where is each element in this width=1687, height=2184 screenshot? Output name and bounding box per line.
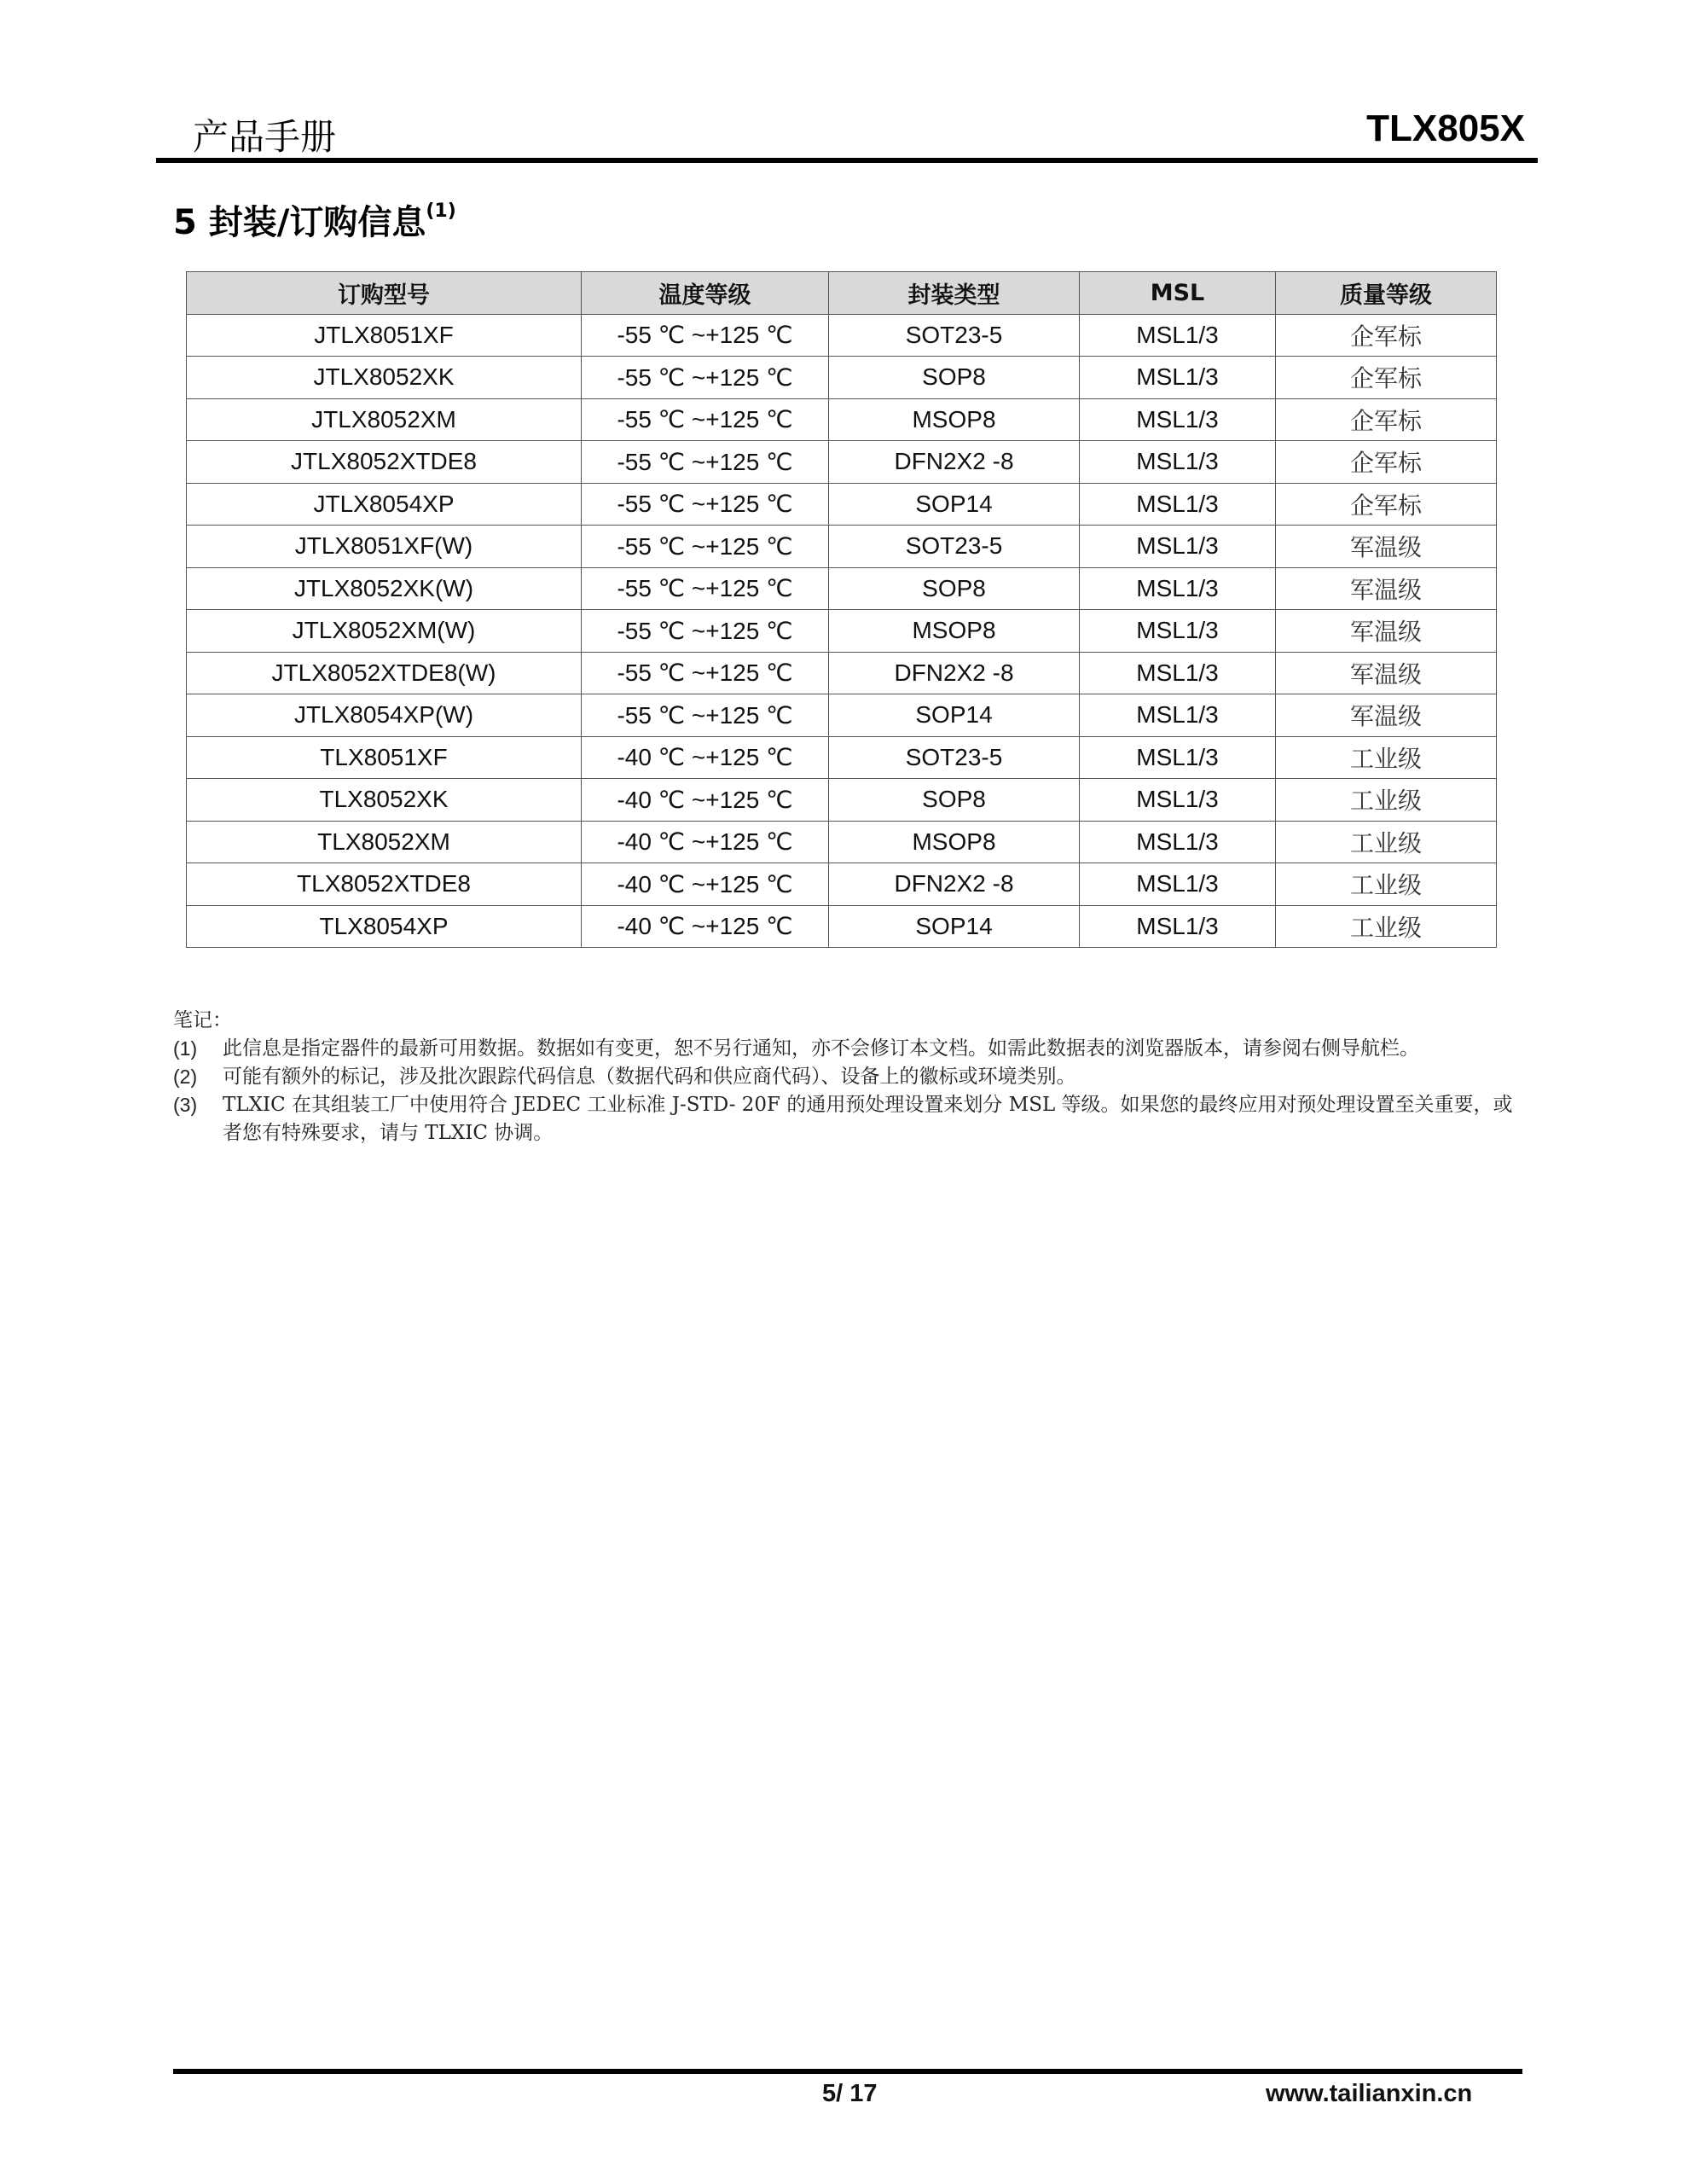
order-model-cell: TLX8052XK [187,779,582,822]
package-type-cell: SOT23-5 [829,314,1080,357]
msl-cell: MSL1/3 [1080,652,1276,694]
msl-cell: MSL1/3 [1080,694,1276,737]
table-row [187,314,1497,357]
msl-cell: MSL1/3 [1080,357,1276,399]
msl-cell: MSL1/3 [1080,821,1276,863]
msl-cell: MSL1/3 [1080,567,1276,610]
note-number: (3) [173,1094,198,1116]
note-number: (2) [173,1066,198,1088]
order-model-cell: JTLX8052XK(W) [187,567,582,610]
header-cell-quality-grade: 质量等级 [1276,272,1497,315]
header-cell-order-model: 订购型号 [187,272,582,315]
temperature-grade-cell: -40 ℃ ~+125 ℃ [582,736,829,779]
note-text: 此信息是指定器件的最新可用数据。数据如有变更，恕不另行通知，亦不会修订本文档。如需此数据表的浏览器版本，请参阅右侧导航栏。 [223,1037,1419,1060]
notes-title: 笔记： [173,1009,232,1031]
quality-grade-cell: 企军标 [1276,398,1497,441]
quality-grade-cell: 军温级 [1276,652,1497,694]
order-model-cell: TLX8052XTDE8 [187,863,582,906]
order-model-cell: JTLX8052XTDE8 [187,441,582,484]
table-row [187,863,1497,906]
quality-grade-cell: 工业级 [1276,779,1497,822]
header-part-number: TLX805X [1366,107,1525,149]
order-model-cell: JTLX8054XP(W) [187,694,582,737]
package-type-cell: SOP8 [829,567,1080,610]
note-item [173,1063,1529,1091]
header-cell-temperature-grade: 温度等级 [582,272,829,315]
table-row [187,821,1497,863]
header-cell-msl: MSL [1080,272,1276,315]
msl-cell: MSL1/3 [1080,398,1276,441]
table-row [187,357,1497,399]
temperature-grade-cell: -55 ℃ ~+125 ℃ [582,441,829,484]
package-type-cell: SOP8 [829,779,1080,822]
quality-grade-cell: 企军标 [1276,357,1497,399]
table-row [187,526,1497,568]
msl-cell: MSL1/3 [1080,905,1276,948]
quality-grade-cell: 工业级 [1276,736,1497,779]
header-cell-package-type: 封装类型 [829,272,1080,315]
temperature-grade-cell: -40 ℃ ~+125 ℃ [582,863,829,906]
quality-grade-cell: 企军标 [1276,314,1497,357]
package-type-cell: MSOP8 [829,821,1080,863]
package-type-cell: SOP14 [829,483,1080,526]
order-model-cell: TLX8054XP [187,905,582,948]
quality-grade-cell: 军温级 [1276,526,1497,568]
temperature-grade-cell: -55 ℃ ~+125 ℃ [582,694,829,737]
temperature-grade-cell: -40 ℃ ~+125 ℃ [582,821,829,863]
package-type-cell: DFN2X2 -8 [829,863,1080,906]
order-model-cell: JTLX8051XF [187,314,582,357]
notes-section [173,1007,1529,1147]
header-divider [156,158,1538,163]
msl-cell: MSL1/3 [1080,314,1276,357]
msl-cell: MSL1/3 [1080,483,1276,526]
order-model-cell: JTLX8052XTDE8(W) [187,652,582,694]
msl-cell: MSL1/3 [1080,441,1276,484]
temperature-grade-cell: -40 ℃ ~+125 ℃ [582,779,829,822]
temperature-grade-cell: -55 ℃ ~+125 ℃ [582,398,829,441]
quality-grade-cell: 军温级 [1276,567,1497,610]
order-model-cell: JTLX8052XM [187,398,582,441]
section-title [173,195,456,244]
quality-grade-cell: 企军标 [1276,441,1497,484]
table-row [187,483,1497,526]
msl-cell: MSL1/3 [1080,779,1276,822]
section-title-text: 5 封装/订购信息 [173,203,426,242]
package-type-cell: SOP14 [829,694,1080,737]
msl-cell: MSL1/3 [1080,863,1276,906]
temperature-grade-cell: -55 ℃ ~+125 ℃ [582,483,829,526]
page-number: 5/ 17 [822,2080,878,2107]
temperature-grade-cell: -55 ℃ ~+125 ℃ [582,567,829,610]
note-text: 可能有额外的标记，涉及批次跟踪代码信息（数据代码和供应商代码）、设备上的徽标或环境类别。 [223,1066,1076,1088]
msl-cell: MSL1/3 [1080,526,1276,568]
website-url: www.tailianxin.cn [1266,2080,1473,2107]
package-type-cell: SOT23-5 [829,526,1080,568]
table-row [187,441,1497,484]
table-header-row [187,272,1497,315]
msl-cell: MSL1/3 [1080,736,1276,779]
quality-grade-cell: 工业级 [1276,905,1497,948]
order-model-cell: JTLX8054XP [187,483,582,526]
note-item [173,1035,1529,1063]
package-type-cell: DFN2X2 -8 [829,441,1080,484]
table-row [187,779,1497,822]
table-row [187,567,1497,610]
package-type-cell: SOT23-5 [829,736,1080,779]
package-type-cell: SOP8 [829,357,1080,399]
package-type-cell: SOP14 [829,905,1080,948]
package-type-cell: MSOP8 [829,398,1080,441]
table-row [187,610,1497,653]
package-type-cell: MSOP8 [829,610,1080,653]
temperature-grade-cell: -55 ℃ ~+125 ℃ [582,610,829,653]
note-item [173,1091,1529,1147]
section-title-footnote-ref: (1) [426,200,456,222]
note-number: (1) [173,1037,198,1060]
note-text: TLXIC 在其组装工厂中使用符合 JEDEC 工业标准 J-STD- 20F 的通用预处理设置来划分 MSL 等级。如果您的最终应用对预处理设置至关重要，或者您有特殊要求，请与 TLXIC 协调。 [223,1094,1513,1144]
quality-grade-cell: 军温级 [1276,694,1497,737]
msl-cell: MSL1/3 [1080,610,1276,653]
table-row [187,905,1497,948]
order-model-cell: TLX8051XF [187,736,582,779]
table-row [187,398,1497,441]
table-row [187,652,1497,694]
header-manual-title: 产品手册 [193,116,337,158]
table-row [187,694,1497,737]
quality-grade-cell: 工业级 [1276,863,1497,906]
order-model-cell: JTLX8051XF(W) [187,526,582,568]
table-row [187,736,1497,779]
package-type-cell: DFN2X2 -8 [829,652,1080,694]
temperature-grade-cell: -55 ℃ ~+125 ℃ [582,357,829,399]
quality-grade-cell: 军温级 [1276,610,1497,653]
quality-grade-cell: 工业级 [1276,821,1497,863]
temperature-grade-cell: -55 ℃ ~+125 ℃ [582,652,829,694]
footer-divider [173,2069,1522,2074]
temperature-grade-cell: -55 ℃ ~+125 ℃ [582,526,829,568]
order-model-cell: TLX8052XM [187,821,582,863]
quality-grade-cell: 企军标 [1276,483,1497,526]
temperature-grade-cell: -55 ℃ ~+125 ℃ [582,314,829,357]
order-model-cell: JTLX8052XM(W) [187,610,582,653]
table-body [187,314,1497,948]
ordering-info-table [186,271,1497,948]
order-model-cell: JTLX8052XK [187,357,582,399]
temperature-grade-cell: -40 ℃ ~+125 ℃ [582,905,829,948]
